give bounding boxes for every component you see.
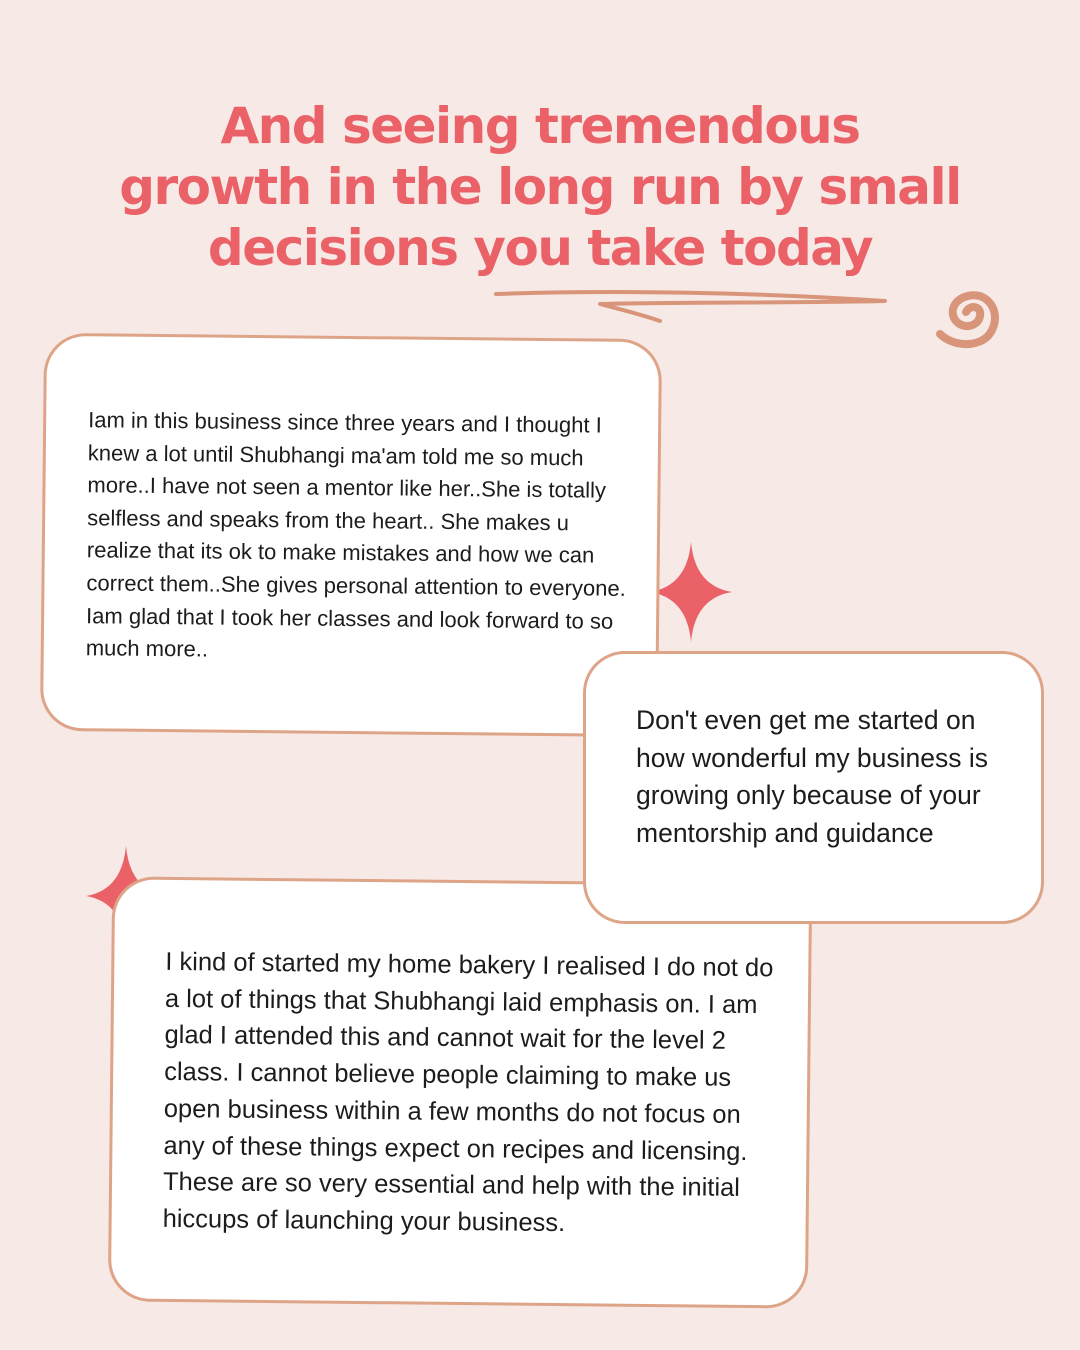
testimonial-text: Iam in this business since three years and I thought I knew a lot until Shubhangi ma'am told me so much more..I have not seen a mentor like her..She is totally selfless and speaks from the heart.. She makes u realize that its ok to make mistakes and how we can correct them..She gives personal attention to everyone. Iam glad that I took her classes and look forward to so much more.. [85, 407, 626, 662]
headline-line-1: And seeing tremendous [220, 97, 860, 155]
testimonial-card [40, 333, 662, 737]
headline [90, 96, 990, 279]
sparkle-icon [650, 542, 732, 642]
swirl-icon [922, 270, 1012, 354]
underline-swash [490, 284, 900, 330]
testimonial-card [583, 651, 1044, 924]
headline-line-3: decisions you take today [207, 219, 873, 277]
testimonial-text: I kind of started my home bakery I realised I do not do a lot of things that Shubhangi laid emphasis on. I am glad I attended this and cannot wait for the level 2 class. I cannot believe people claiming to make us open business within a few months do not focus on any of these things expect on recipes and licensing. These are so very essential and help with the initial hiccups of launching your business. [162, 947, 774, 1238]
testimonial-text: Don't even get me started on how wonderful my business is growing only because of your mentorship and guidance [636, 705, 989, 848]
headline-line-2: growth in the long run by small [119, 158, 961, 216]
testimonial-card [108, 876, 812, 1308]
